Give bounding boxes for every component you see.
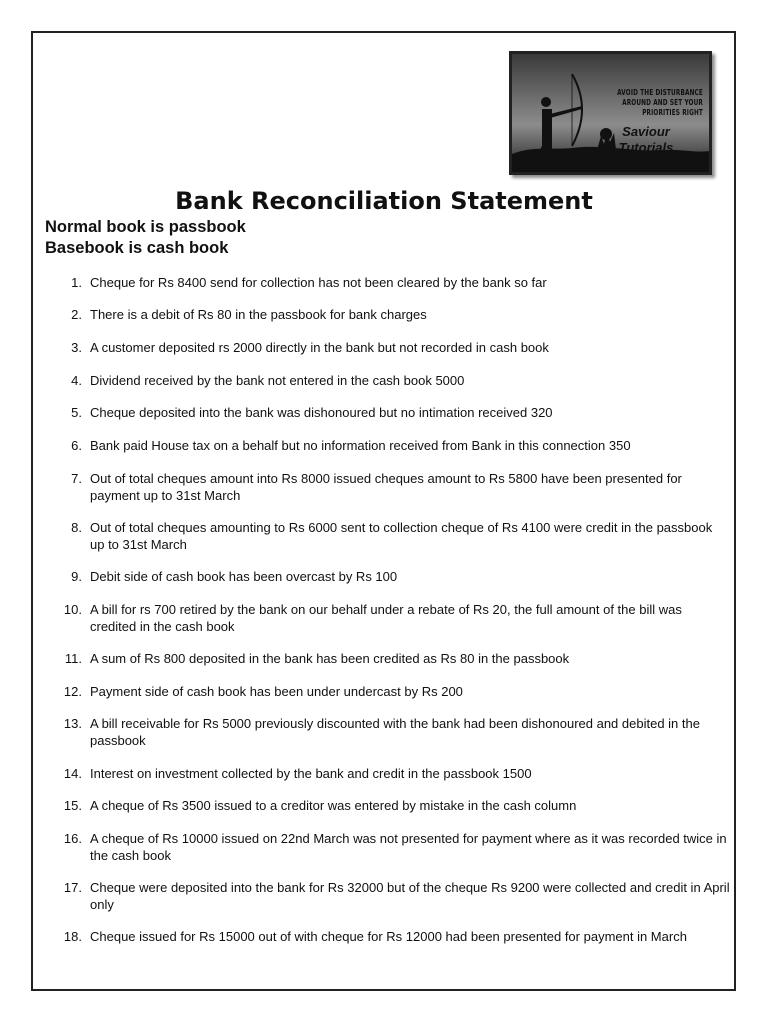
item-number: 4.: [71, 373, 82, 388]
list-item: [60, 274, 730, 291]
subheading-base-book: Basebook is cash book: [45, 239, 229, 257]
list-item: [60, 765, 730, 782]
item-number: 18.: [63, 929, 82, 944]
item-text: Debit side of cash book has been overcast by Rs 100: [90, 569, 398, 584]
item-text: Out of total cheques amount into Rs 8000 issued cheques amount to Rs 5800 have been presented for payment up to 31st March: [90, 471, 682, 503]
list-item: [60, 797, 730, 814]
item-text: Payment side of cash book has been under undercast by Rs 200: [90, 684, 463, 699]
item-text: Cheque issued for Rs 15000 out of with cheque for Rs 12000 had been presented for payment in March: [90, 929, 687, 944]
list-item: [60, 568, 730, 585]
item-text: A cheque of Rs 10000 issued on 22nd March was not presented for payment where as it was recorded twice in the cash book: [90, 831, 727, 863]
item-text: Interest on investment collected by the bank and credit in the passbook 1500: [90, 766, 532, 781]
list-item: [60, 306, 730, 323]
item-number: 17.: [63, 880, 82, 895]
item-text: There is a debit of Rs 80 in the passbook for bank charges: [90, 307, 427, 322]
list-item: [60, 372, 730, 389]
list-item: [60, 830, 730, 864]
item-number: 2.: [71, 307, 82, 322]
item-number: 13.: [63, 716, 82, 731]
item-number: 16.: [63, 831, 82, 846]
list-item: [60, 650, 730, 667]
list-item: [60, 928, 730, 945]
item-number: 12.: [63, 684, 82, 699]
list-item: [60, 683, 730, 700]
item-number: 3.: [71, 340, 82, 355]
list-item: [60, 879, 730, 913]
item-text: A bill receivable for Rs 5000 previously discounted with the bank had been dishonoured and debited in the passbook: [90, 716, 700, 748]
page-title: Bank Reconciliation Statement: [175, 187, 593, 215]
list-item: [60, 339, 730, 356]
logo-motto: AVOID THE DISTURBANCE AROUND AND SET YOUR PRIORITIES RIGHT: [617, 88, 703, 117]
item-text: Cheque deposited into the bank was dishonoured but no intimation received 320: [90, 405, 553, 420]
item-number: 8.: [71, 520, 82, 535]
item-number: 1.: [71, 275, 82, 290]
list-item: [60, 519, 730, 553]
logo-brand: Saviour Tutorials: [618, 124, 674, 155]
item-number: 9.: [71, 569, 82, 584]
item-number: 7.: [71, 471, 82, 486]
subheading-normal-book: Normal book is passbook: [45, 218, 246, 236]
item-text: Dividend received by the bank not entered in the cash book 5000: [90, 373, 465, 388]
list-item: [60, 601, 730, 635]
list-item: [60, 437, 730, 454]
item-text: Out of total cheques amounting to Rs 6000 sent to collection cheque of Rs 4100 were credit in the passbook up to 31st March: [90, 520, 713, 552]
item-text: A customer deposited rs 2000 directly in the bank but not recorded in cash book: [90, 340, 549, 355]
item-number: 11.: [64, 651, 82, 666]
item-number: 6.: [71, 438, 82, 453]
list-item: [60, 715, 730, 749]
item-number: 15.: [63, 798, 82, 813]
item-text: Cheque were deposited into the bank for Rs 32000 but of the cheque Rs 9200 were collected and credit in April only: [90, 880, 730, 912]
list-item: [60, 404, 730, 421]
item-text: A bill for rs 700 retired by the bank on our behalf under a rebate of Rs 20, the full amount of the bill was credited in the cash book: [90, 602, 682, 634]
item-number: 5.: [71, 405, 82, 420]
item-text: Cheque for Rs 8400 send for collection has not been cleared by the bank so far: [90, 275, 547, 290]
item-number: 10.: [63, 602, 82, 617]
item-text: A cheque of Rs 3500 issued to a creditor was entered by mistake in the cash column: [90, 798, 577, 813]
item-text: A sum of Rs 800 deposited in the bank has been credited as Rs 80 in the passbook: [90, 651, 570, 666]
item-text: Bank paid House tax on a behalf but no information received from Bank in this connection 350: [90, 438, 631, 453]
item-number: 14.: [63, 766, 82, 781]
list-item: [60, 470, 730, 504]
